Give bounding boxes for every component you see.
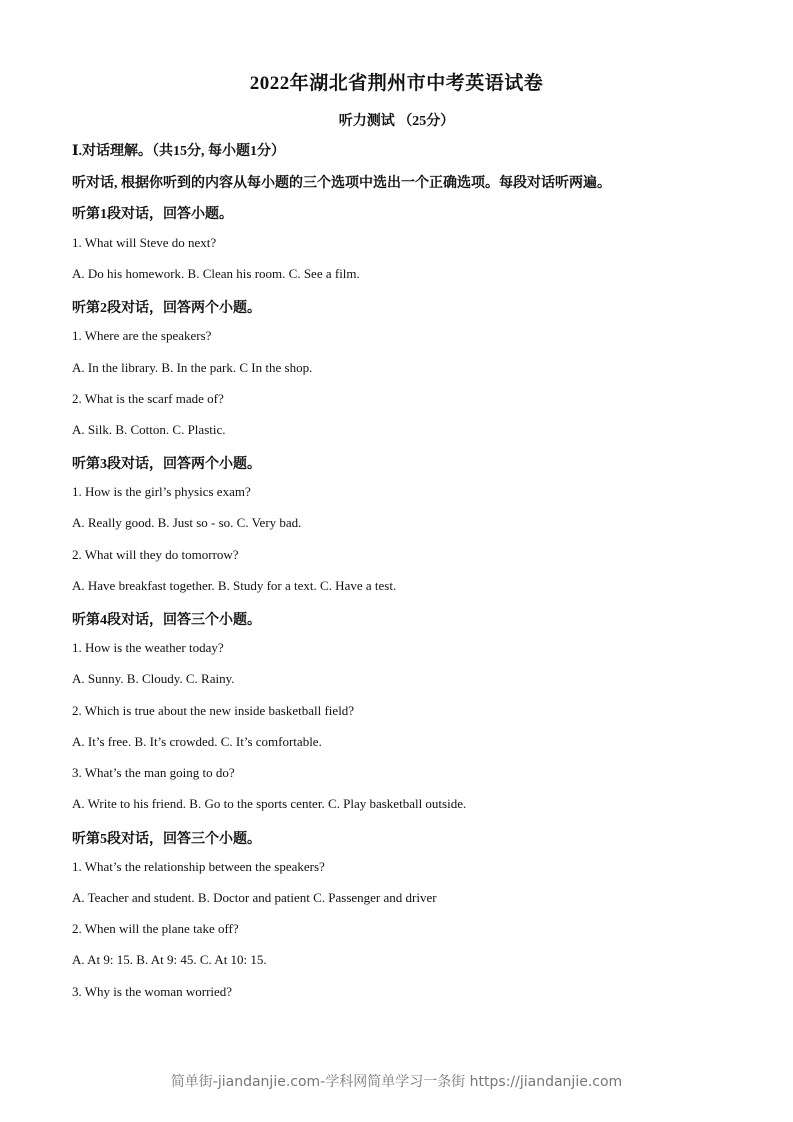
- question-line: 2. Which is true about the new inside basketball field?: [72, 703, 355, 718]
- question-line: 1. How is the girl’s physics exam?: [72, 484, 251, 499]
- section-subtitle: 听力测试 （25分）: [338, 114, 455, 129]
- question-line: A. Sunny. B. Cloudy. C. Rainy.: [72, 671, 235, 686]
- question-line: A. Silk. B. Cotton. C. Plastic.: [72, 422, 226, 437]
- question-line: 2. What will they do tomorrow?: [72, 547, 239, 562]
- question-line: 1. What will Steve do next?: [72, 235, 217, 250]
- question-line: A. Do his homework. B. Clean his room. C. See a film.: [72, 266, 360, 281]
- question-line: 1. What’s the relationship between the speakers?: [72, 859, 325, 874]
- question-line: 1. Where are the speakers?: [72, 328, 212, 343]
- question-line: 1. How is the weather today?: [72, 640, 224, 655]
- question-line: A. At 9: 15. B. At 9: 45. C. At 10: 15.: [72, 952, 267, 967]
- question-line: 2. What is the scarf made of?: [72, 391, 224, 406]
- section-heading: 听对话, 根据你听到的内容从每小题的三个选项中选出一个正确选项。每段对话听两遍。: [72, 176, 611, 191]
- watermark-footer: 简单街-jiandanjie.com-学科网简单学习一条街 https://jiandanjie.com: [170, 1074, 623, 1090]
- question-line: A. It’s free. B. It’s crowded. C. It’s comfortable.: [72, 734, 322, 749]
- section-heading: 听第4段对话，回答三个小题。: [72, 613, 261, 628]
- section-heading: 听第2段对话，回答两个小题。: [72, 301, 261, 316]
- question-line: 2. When will the plane take off?: [72, 921, 239, 936]
- page-title: 2022年湖北省荆州市中考英语试卷: [249, 73, 544, 94]
- question-line: A. Teacher and student. B. Doctor and patient C. Passenger and driver: [72, 890, 437, 905]
- question-line: A. Write to his friend. B. Go to the sports center. C. Play basketball outside.: [72, 796, 467, 811]
- question-line: A. Have breakfast together. B. Study for a text. C. Have a test.: [72, 578, 397, 593]
- section-heading: 听第3段对话，回答两个小题。: [72, 457, 261, 472]
- question-line: 3. What’s the man going to do?: [72, 765, 235, 780]
- section-heading: Ⅰ.对话理解。（共15分, 每小题1分）: [72, 144, 286, 159]
- question-line: A. Really good. B. Just so - so. C. Very bad.: [72, 515, 302, 530]
- question-line: 3. Why is the woman worried?: [72, 984, 233, 999]
- section-heading: 听第5段对话，回答三个小题。: [72, 832, 261, 847]
- question-line: A. In the library. B. In the park. C In the shop.: [72, 360, 313, 375]
- section-heading: 听第1段对话，回答小题。: [72, 207, 233, 222]
